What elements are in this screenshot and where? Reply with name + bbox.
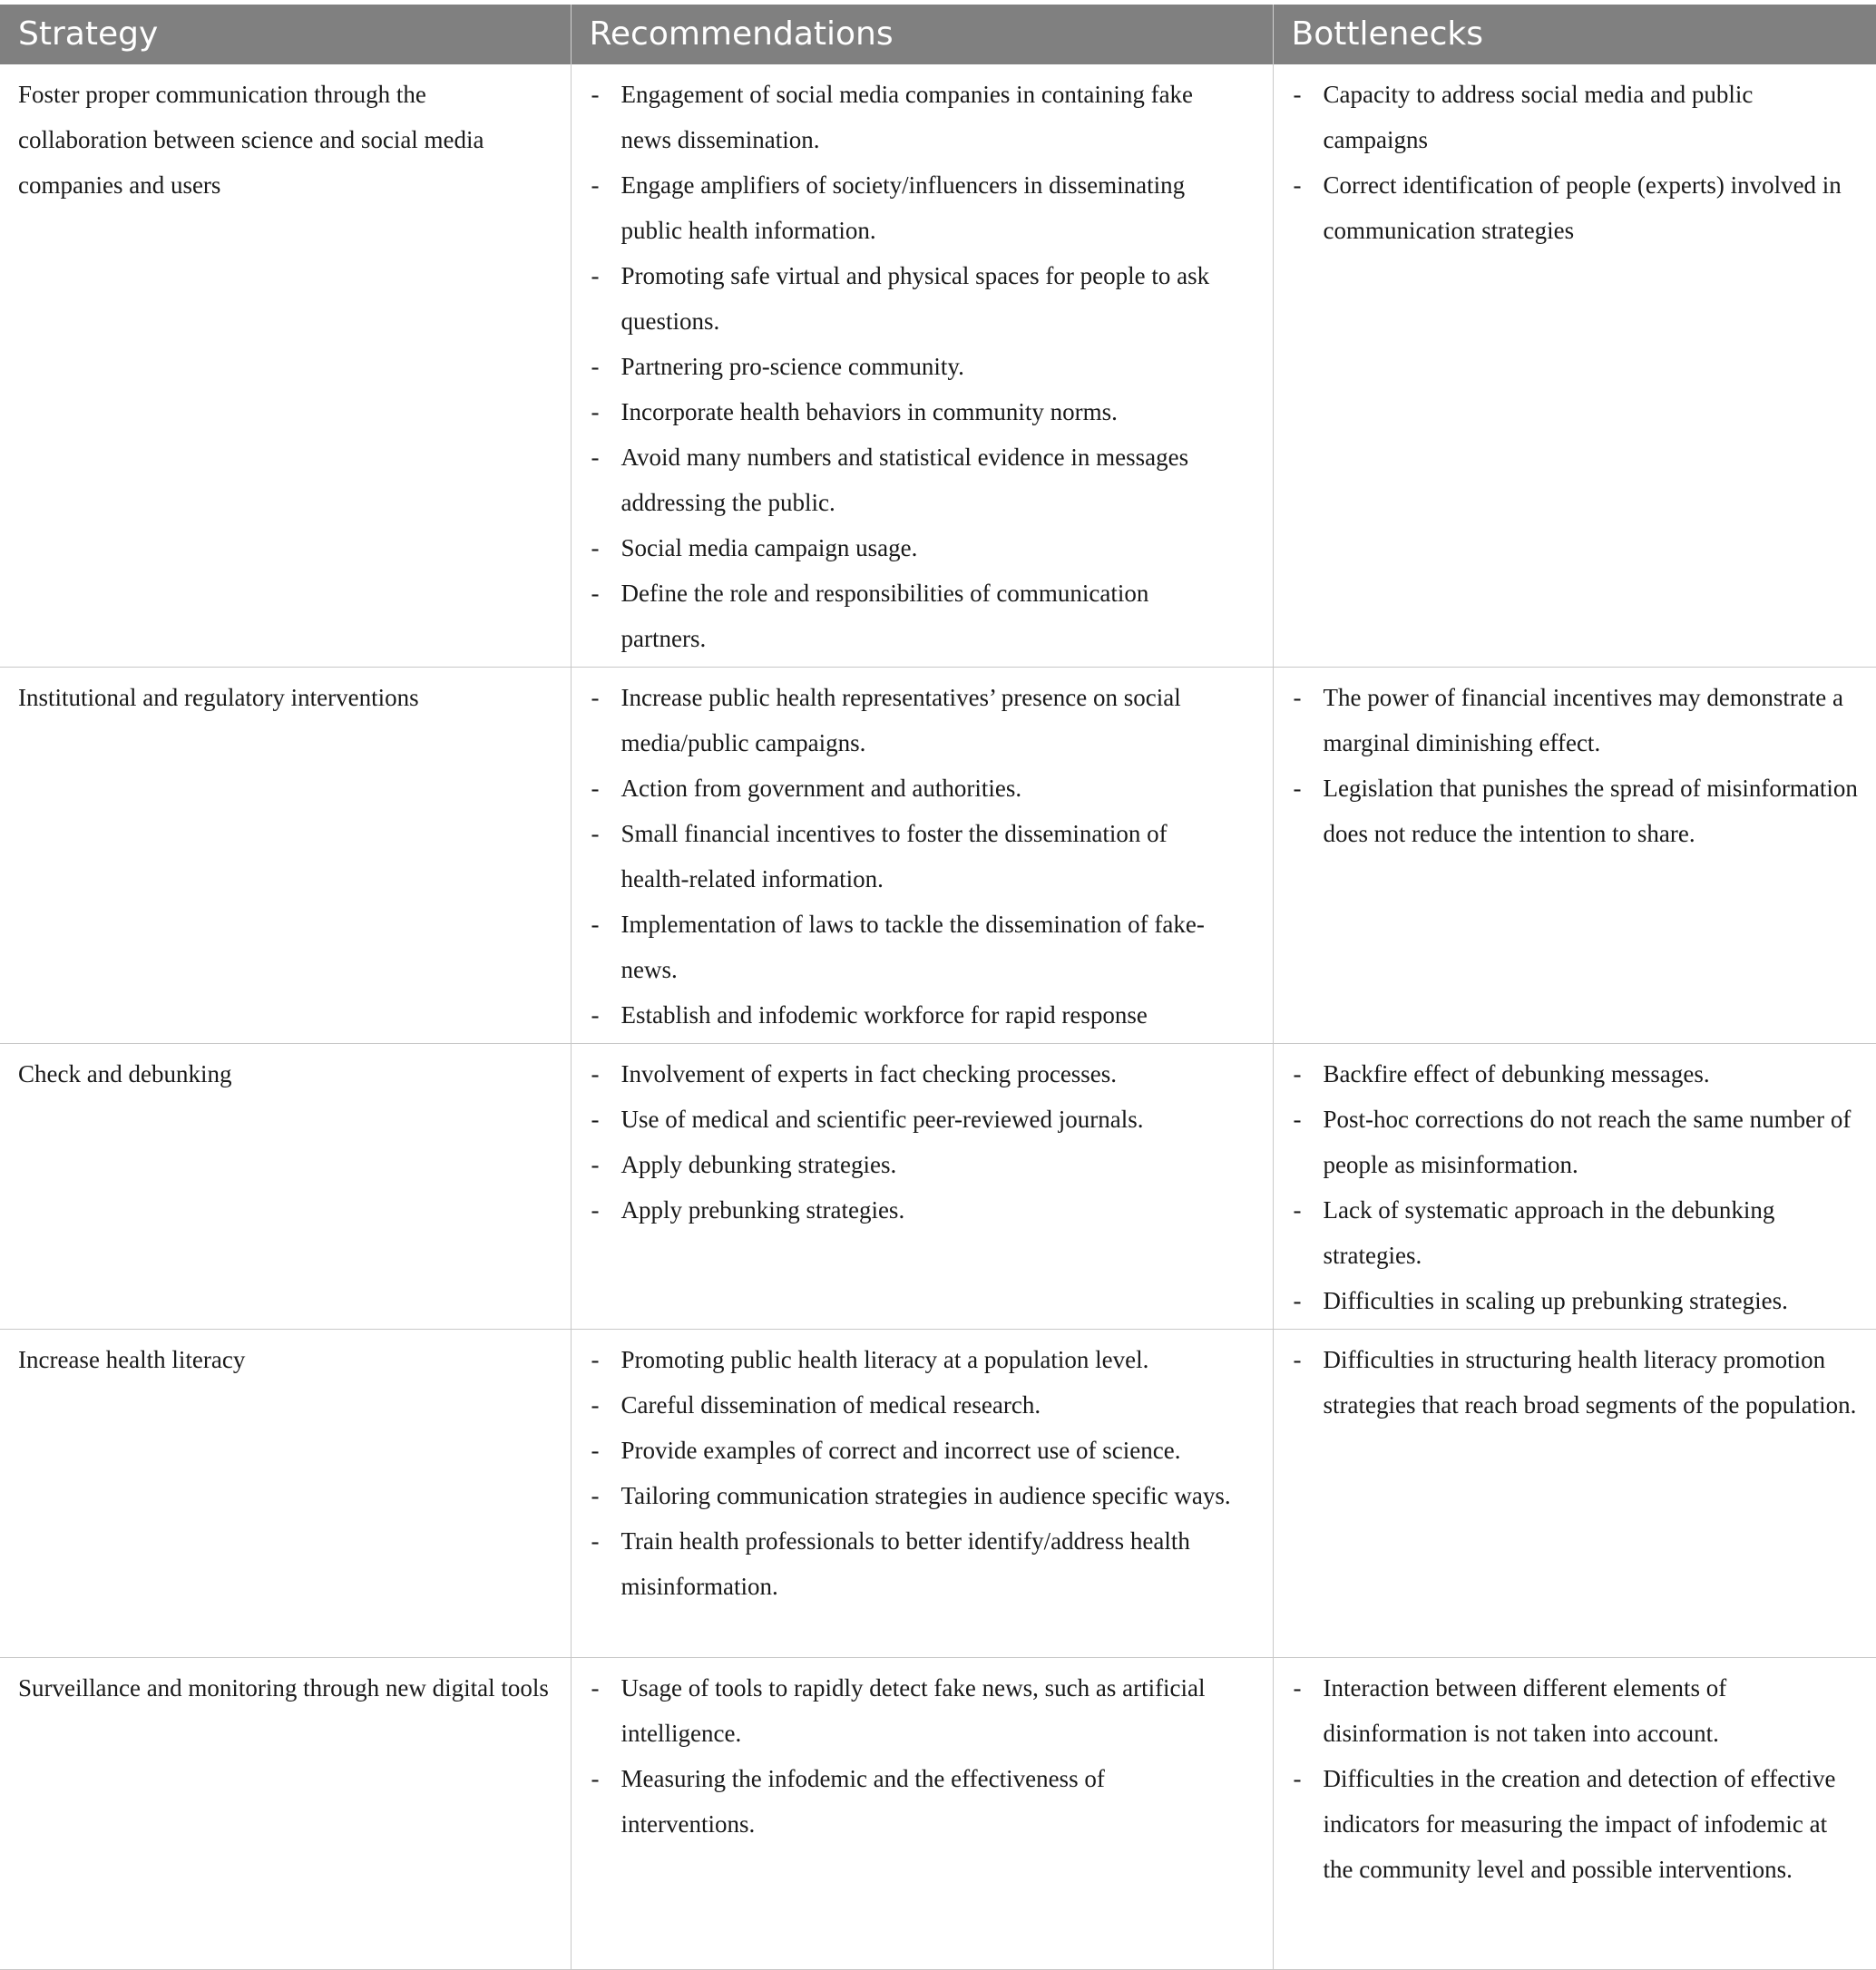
recommendations-cell [571,1044,1273,1330]
table-row [0,1330,1876,1658]
dash-bullet-icon: - [1293,1106,1302,1133]
recommendation-item [590,1187,1236,1233]
recommendation-text: Promoting safe virtual and physical spaces for people to ask questions. [620,262,1210,335]
dash-bullet-icon: - [1293,684,1302,711]
dash-bullet-icon: - [1293,81,1302,108]
table-body [0,64,1876,1970]
dash-bullet-icon: - [591,444,600,471]
recommendation-text: Avoid many numbers and statistical evidence in messages addressing the public. [620,444,1189,516]
bottlenecks-cell [1273,1658,1876,1970]
recommendations-cell [571,1330,1273,1658]
dash-bullet-icon: - [591,1482,600,1509]
recommendations-cell [571,1658,1273,1970]
bottleneck-text: Legislation that punishes the spread of misinformation does not reduce the intention to share. [1323,775,1858,847]
recommendation-item [590,525,1236,571]
recommendation-list [590,675,1236,1038]
recommendation-item [590,1473,1236,1518]
dash-bullet-icon: - [591,398,600,425]
recommendation-text: Increase public health representatives’ presence on social media/public campaigns. [620,684,1181,756]
bottlenecks-cell [1273,1330,1876,1658]
dash-bullet-icon: - [591,911,600,938]
dash-bullet-icon: - [591,262,600,289]
bottleneck-item [1292,1187,1861,1278]
dash-bullet-icon: - [591,1527,600,1555]
recommendation-text: Engage amplifiers of society/influencers in disseminating public health information. [620,171,1186,244]
recommendation-item [590,1097,1236,1142]
header-recommendations: Recommendations [571,5,1273,64]
recommendations-cell [571,64,1273,668]
dash-bullet-icon: - [591,353,600,380]
dash-bullet-icon: - [591,1765,600,1792]
table-row [0,668,1876,1044]
dash-bullet-icon: - [591,171,600,199]
recommendation-text: Establish and infodemic workforce for rapid response [620,1001,1148,1029]
strategy-cell [0,1658,571,1970]
bottleneck-text: Lack of systematic approach in the debunking strategies. [1323,1196,1775,1269]
recommendation-text: Small financial incentives to foster the dissemination of health-related information. [620,820,1168,892]
bottleneck-text: The power of financial incentives may demonstrate a marginal diminishing effect. [1323,684,1844,756]
recommendation-list [590,72,1236,661]
dash-bullet-icon: - [1293,171,1302,199]
strategy-table [0,5,1876,1970]
recommendation-text: Use of medical and scientific peer-reviewed journals. [620,1106,1144,1133]
bottleneck-text: Difficulties in structuring health literacy promotion strategies that reach broad segments of the population. [1323,1346,1857,1419]
dash-bullet-icon: - [591,820,600,847]
bottleneck-item [1292,1278,1861,1323]
bottleneck-text: Post-hoc corrections do not reach the same number of people as misinformation. [1323,1106,1852,1178]
bottlenecks-cell [1273,64,1876,668]
strategy-text: Surveillance and monitoring through new digital tools [18,1674,549,1702]
dash-bullet-icon: - [591,1196,600,1224]
bottleneck-text: Backfire effect of debunking messages. [1323,1060,1710,1087]
recommendation-item [590,1428,1236,1473]
bottlenecks-cell [1273,1044,1876,1330]
dash-bullet-icon: - [591,1674,600,1702]
recommendation-item [590,1337,1236,1382]
strategy-text: Institutional and regulatory interventions [18,684,419,711]
dash-bullet-icon: - [591,1346,600,1373]
bottleneck-item [1292,675,1861,766]
bottleneck-item [1292,1337,1861,1428]
bottleneck-list [1292,1665,1861,1892]
strategy-cell [0,1044,571,1330]
strategy-table-container [0,5,1876,1970]
bottleneck-text: Interaction between different elements of disinformation is not taken into account. [1323,1674,1727,1747]
bottleneck-item [1292,1097,1861,1187]
recommendation-item [590,1051,1236,1097]
recommendation-item [590,1756,1236,1847]
recommendation-text: Provide examples of correct and incorrect use of science. [620,1437,1181,1464]
recommendation-text: Social media campaign usage. [620,534,918,561]
recommendation-item [590,434,1236,525]
recommendation-item [590,675,1236,766]
bottleneck-text: Correct identification of people (experts) involved in communication strategies [1323,171,1842,244]
recommendation-text: Action from government and authorities. [620,775,1022,802]
recommendation-item [590,1382,1236,1428]
dash-bullet-icon: - [591,1437,600,1464]
dash-bullet-icon: - [1293,1674,1302,1702]
dash-bullet-icon: - [591,1001,600,1029]
dash-bullet-icon: - [1293,1765,1302,1792]
recommendations-cell [571,668,1273,1044]
dash-bullet-icon: - [591,1151,600,1178]
recommendation-text: Tailoring communication strategies in audience specific ways. [620,1482,1231,1509]
dash-bullet-icon: - [591,1106,600,1133]
recommendation-text: Train health professionals to better identify/address health misinformation. [620,1527,1190,1600]
recommendation-text: Careful dissemination of medical research. [620,1391,1041,1419]
table-header [0,5,1876,64]
bottleneck-text: Difficulties in the creation and detection of effective indicators for measuring the impact of infodemic at the community level and possible interventions. [1323,1765,1836,1883]
recommendation-list [590,1051,1236,1233]
dash-bullet-icon: - [1293,1060,1302,1087]
bottleneck-item [1292,1051,1861,1097]
dash-bullet-icon: - [1293,1287,1302,1314]
recommendation-item [590,72,1236,162]
recommendation-text: Incorporate health behaviors in community norms. [620,398,1118,425]
recommendation-text: Involvement of experts in fact checking processes. [620,1060,1118,1087]
table-row [0,1044,1876,1330]
strategy-text: Foster proper communication through the collaboration between science and social media companies and users [18,81,484,199]
recommendation-text: Apply prebunking strategies. [620,1196,905,1224]
dash-bullet-icon: - [591,775,600,802]
recommendation-item [590,992,1236,1038]
dash-bullet-icon: - [591,81,600,108]
recommendation-text: Apply debunking strategies. [620,1151,897,1178]
strategy-cell [0,64,571,668]
bottleneck-item [1292,1665,1861,1756]
recommendation-text: Define the role and responsibilities of communication partners. [620,580,1149,652]
header-strategy: Strategy [0,5,571,64]
recommendation-text: Partnering pro-science community. [620,353,964,380]
strategy-text: Check and debunking [18,1060,232,1087]
bottleneck-list [1292,72,1861,253]
recommendation-list [590,1337,1236,1609]
dash-bullet-icon: - [1293,1196,1302,1224]
dash-bullet-icon: - [1293,1346,1302,1373]
table-row [0,64,1876,668]
recommendation-list [590,1665,1236,1847]
recommendation-text: Engagement of social media companies in containing fake news dissemination. [620,81,1194,153]
bottleneck-list [1292,1051,1861,1323]
recommendation-item [590,1142,1236,1187]
recommendation-item [590,571,1236,661]
recommendation-item [590,162,1236,253]
dash-bullet-icon: - [1293,775,1302,802]
recommendation-item [590,344,1236,389]
recommendation-item [590,811,1236,902]
dash-bullet-icon: - [591,1391,600,1419]
recommendation-text: Promoting public health literacy at a population level. [620,1346,1149,1373]
strategy-cell [0,1330,571,1658]
recommendation-item [590,766,1236,811]
recommendation-item [590,1518,1236,1609]
recommendation-text: Implementation of laws to tackle the dissemination of fake-news. [620,911,1205,983]
bottleneck-list [1292,675,1861,856]
header-row [0,5,1876,64]
table-row [0,1658,1876,1970]
bottleneck-text: Difficulties in scaling up prebunking strategies. [1323,1287,1788,1314]
recommendation-text: Measuring the infodemic and the effectiveness of interventions. [620,1765,1105,1838]
bottleneck-item [1292,162,1861,253]
header-bottlenecks: Bottlenecks [1273,5,1876,64]
strategy-text: Increase health literacy [18,1346,246,1373]
recommendation-item [590,1665,1236,1756]
bottleneck-list [1292,1337,1861,1428]
recommendation-item [590,902,1236,992]
recommendation-item [590,389,1236,434]
strategy-cell [0,668,571,1044]
recommendation-item [590,253,1236,344]
bottleneck-text: Capacity to address social media and public campaigns [1323,81,1754,153]
dash-bullet-icon: - [591,580,600,607]
bottleneck-item [1292,766,1861,856]
bottleneck-item [1292,72,1861,162]
dash-bullet-icon: - [591,1060,600,1087]
dash-bullet-icon: - [591,684,600,711]
bottlenecks-cell [1273,668,1876,1044]
recommendation-text: Usage of tools to rapidly detect fake news, such as artificial intelligence. [620,1674,1206,1747]
bottleneck-item [1292,1756,1861,1892]
dash-bullet-icon: - [591,534,600,561]
